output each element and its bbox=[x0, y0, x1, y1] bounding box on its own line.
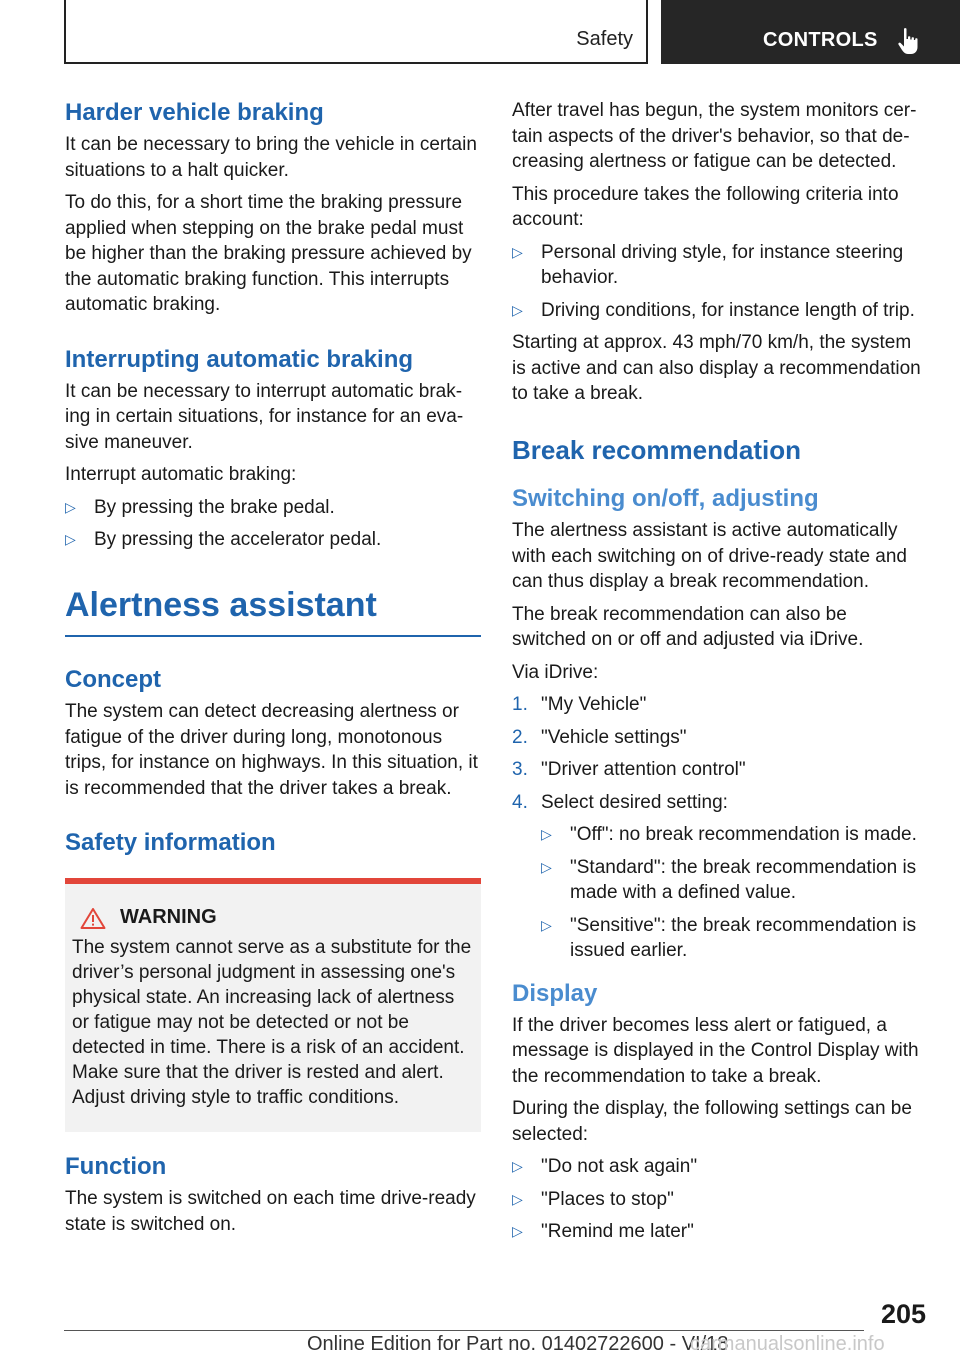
page-number: 205 bbox=[880, 1299, 926, 1329]
section-heading-safety-information: Safety information bbox=[65, 829, 276, 857]
paragraph: The system is switched on each time drive-ready state is switched on. bbox=[65, 1188, 476, 1235]
left-column bbox=[65, 98, 481, 1244]
display-options-list bbox=[512, 1154, 924, 1245]
list-item: ▷ By pressing the accelerator pedal. bbox=[65, 527, 481, 553]
triangle-bullet-icon: ▷ bbox=[512, 1158, 523, 1174]
triangle-bullet-icon: ▷ bbox=[65, 498, 76, 515]
chapter-title-alertness-assistant: Alertness assistant bbox=[65, 585, 481, 638]
paragraph: Interrupt automatic braking: bbox=[65, 464, 297, 485]
interrupt-method-list bbox=[65, 495, 481, 553]
list-item: ▷ Personal driving style, for instance steering behavior. bbox=[512, 241, 904, 288]
paragraph: Via iDrive: bbox=[512, 661, 599, 683]
paragraph: To do this, for a short time the braking pressure applied when stepping on the brake pedal must be higher than the braking pressure achieved by the automatic braking function. This interrupts automatic braking. bbox=[65, 192, 472, 315]
section-heading-harder-braking: Harder vehicle braking bbox=[65, 99, 324, 126]
section-heading-concept: Concept bbox=[65, 666, 161, 694]
list-item: ▷ By pressing the brake pedal. bbox=[65, 495, 481, 521]
paragraph: During the display, the following settings can be selected: bbox=[512, 1098, 912, 1145]
footer-watermark: carmanualsonline.info bbox=[690, 1333, 885, 1355]
paragraph: If the driver becomes less alert or fatigued, a message is displayed in the Control Display with the recommendation to take a break. bbox=[512, 1014, 919, 1087]
list-item: 3. "Driver attention control" bbox=[512, 759, 746, 780]
list-item: ▷ "Places to stop" bbox=[512, 1187, 924, 1213]
triangle-bullet-icon: ▷ bbox=[541, 826, 552, 842]
warning-title: WARNING bbox=[120, 906, 217, 929]
header-chapter-label: CONTROLS bbox=[763, 29, 878, 51]
triangle-bullet-icon: ▷ bbox=[541, 858, 552, 875]
triangle-bullet-icon: ▷ bbox=[512, 1223, 523, 1239]
header-section-title: Safety bbox=[576, 28, 633, 50]
triangle-bullet-icon: ▷ bbox=[512, 243, 523, 260]
triangle-bullet-icon: ▷ bbox=[512, 301, 523, 318]
paragraph: The system can detect decreasing alertness or fatigue of the driver during long, monotonous trips, for instance on highways. In this situation, it is recommended that the driver takes a break. bbox=[65, 701, 478, 799]
footer-divider bbox=[64, 1330, 864, 1331]
paragraph: The break recommendation can also be switched on or off and adjusted via iDrive. bbox=[512, 603, 864, 650]
list-item: 4. Select desired setting: ▷ "Off": no break recommendation is made. ▷ "Standard": the break recommendation is made with a defined value. ▷ "Sensitive": the break recommendation is issued earlier. bbox=[512, 790, 924, 964]
paragraph: It can be necessary to interrupt automatic brak‐ing in certain situations, for instance for an eva‐sive maneuver. bbox=[65, 380, 464, 453]
section-heading-interrupting: Interrupting automatic braking bbox=[65, 345, 414, 373]
warning-triangle-icon bbox=[80, 907, 106, 929]
triangle-bullet-icon: ▷ bbox=[512, 1190, 523, 1207]
list-item: 2. "Vehicle settings" bbox=[512, 726, 687, 748]
setting-options-list bbox=[541, 822, 924, 964]
list-item: ▷ "Off": no break recommendation is made. bbox=[541, 822, 924, 848]
list-item: ▷ "Sensitive": the break recommendation is issued earlier. bbox=[541, 914, 917, 961]
idrive-steps-list bbox=[512, 692, 924, 964]
header-chapter-tab bbox=[661, 0, 960, 64]
right-column bbox=[512, 98, 924, 1252]
header-section-box bbox=[64, 0, 648, 64]
warning-text: The system cannot serve as a substitute for the driver’s personal judgment in assessing one's physical state. An increasing lack of alertness or fatigue may not be detected or not be detected in time. There is a risk of an accident. Make sure that the driver is rested and alert. Adjust driving style to traffic conditions. bbox=[72, 937, 472, 1109]
section-heading-function: Function bbox=[65, 1153, 167, 1181]
subsection-heading-switching: Switching on/off, adjusting bbox=[512, 485, 819, 512]
paragraph: This procedure takes the following criteria into account: bbox=[512, 183, 899, 230]
triangle-bullet-icon: ▷ bbox=[65, 531, 76, 547]
footer-edition: Online Edition for Part no. 01402722600 - VI/18 bbox=[307, 1333, 729, 1355]
paragraph: It can be necessary to bring the vehicle in certain situations to a halt quicker. bbox=[65, 134, 477, 181]
triangle-bullet-icon: ▷ bbox=[541, 916, 552, 933]
section-heading-break-recommendation: Break recommendation bbox=[512, 434, 801, 465]
criteria-list bbox=[512, 240, 924, 324]
list-item: 1. "My Vehicle" bbox=[512, 694, 647, 715]
paragraph: After travel has begun, the system monitors cer‐tain aspects of the driver's behavior, so that de‐creasing alertness or fatigue can be detected. bbox=[512, 100, 917, 172]
list-item: ▷ "Standard": the break recommendation is made with a defined value. bbox=[541, 856, 917, 903]
pointing-hand-icon bbox=[897, 27, 921, 55]
warning-header bbox=[72, 906, 473, 929]
warning-box bbox=[65, 878, 481, 1132]
list-item: ▷ "Remind me later" bbox=[512, 1219, 924, 1245]
list-item: ▷ Driving conditions, for instance length of trip. bbox=[512, 298, 924, 324]
subsection-heading-display: Display bbox=[512, 979, 598, 1007]
list-item: ▷ "Do not ask again" bbox=[512, 1154, 924, 1180]
paragraph: The alertness assistant is active automatically with each switching on of drive-ready state and can thus display a break recommendation. bbox=[512, 520, 907, 592]
paragraph: Starting at approx. 43 mph/70 km/h, the system is active and can also display a recommendation to take a break. bbox=[512, 332, 921, 404]
